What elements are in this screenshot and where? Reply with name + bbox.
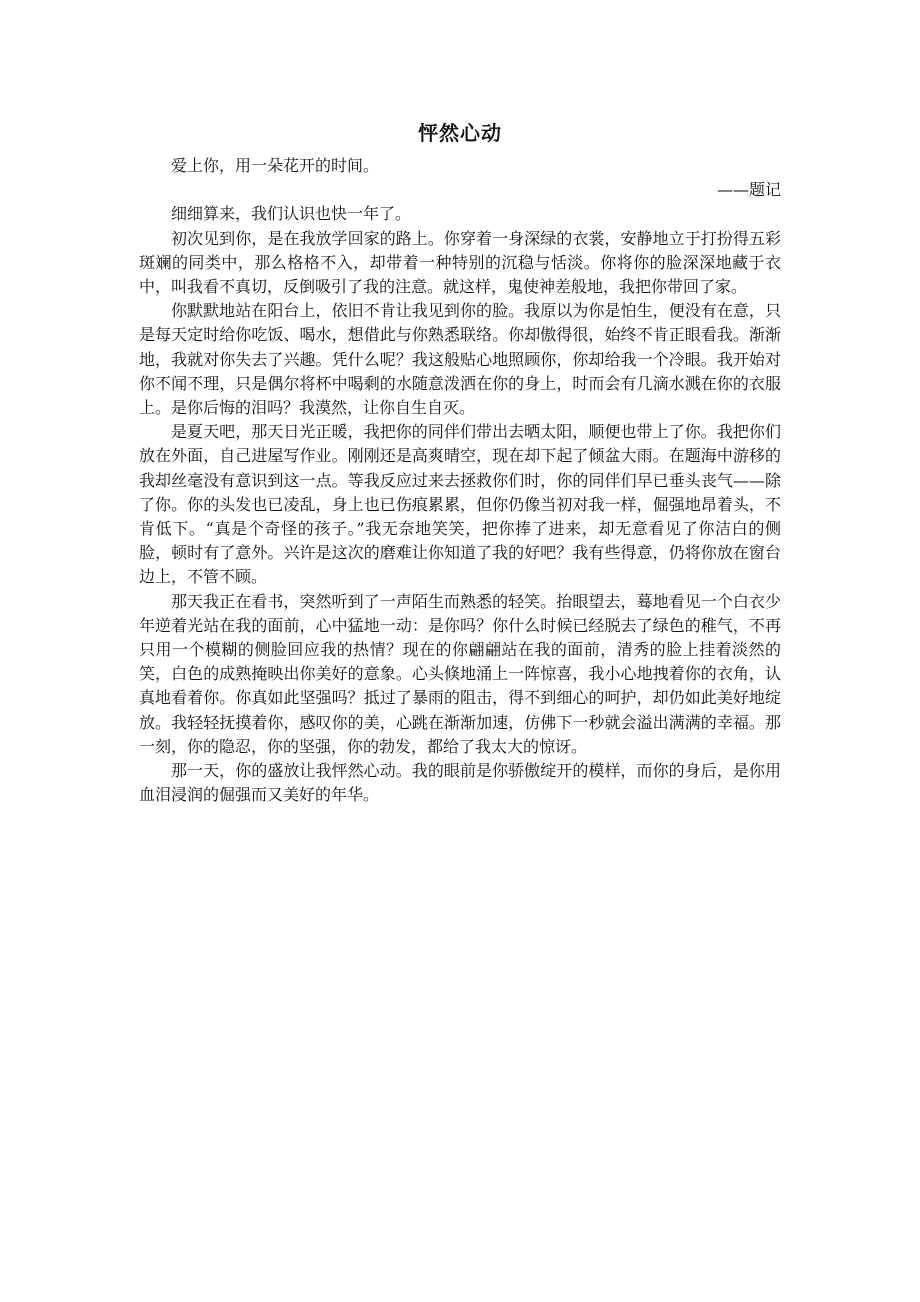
paragraph: 那天我正在看书，突然听到了一声陌生而熟悉的轻笑。抬眼望去，蓦地看见一个白衣少年逆着光站在我的面前，心中猛地一动：是你吗？你什么时候已经脱去了绿色的稚气，不再只用一个模糊的侧脸回应我的热情？现在的你翩翩站在我的面前，清秀的脸上挂着淡然的笑，白色的成熟掩映出你美好的意象。心头倏地涌上一阵惊喜，我小心地拽着你的衣角，认真地看着你。你真如此坚强吗？抵过了暴雨的阻击，得不到细心的呵护，却仍如此美好地绽放。我轻轻抚摸着你，感叹你的美，心跳在渐渐加速，仿佛下一秒就会溢出满满的幸福。那一刻，你的隐忍，你的坚强，你的勃发，都给了我太大的惊讶。	[139, 591, 781, 756]
essay-title: 怦然心动	[418, 121, 502, 145]
paragraph: 细细算来，我们认识也快一年了。	[171, 204, 412, 224]
paragraph: 是夏天吧，那天日光正暖，我把你的同伴们带出去晒太阳，顺便也带上了你。我把你们放在外面，自己进屋写作业。刚刚还是高爽晴空，现在却下起了倾盆大雨。在题海中游移的我却丝毫没有意识到这一点。等我反应过来去拯救你们时，你的同伴们早已垂头丧气——除了你。你的头发也已凌乱，身上也已伤痕累累，但你仍像当初对我一样，倔强地昂着头，不肯低下。“真是个奇怪的孩子。”我无奈地笑笑，把你捧了进来，却无意看见了你洁白的侧脸，顿时有了意外。兴许是这次的磨难让你知道了我的好吧？我有些得意，仍将你放在窗台边上，不管不顾。	[139, 422, 781, 587]
essay-body	[139, 118, 781, 807]
paragraph: 初次见到你，是在我放学回家的路上。你穿着一身深绿的衣裳，安静地立于打扮得五彩斑斓的同类中，那么格格不入，却带着一种特别的沉稳与恬淡。你将你的脸深深地藏于衣中，叫我看不真切，反倒吸引了我的注意。就这样，鬼使神差般地，我把你带回了家。	[139, 228, 781, 297]
epigraph: 爱上你，用一朵花开的时间。	[171, 156, 380, 175]
paragraph: 那一天，你的盛放让我怦然心动。我的眼前是你骄傲绽开的模样，而你的身后，是你用血泪浸润的倔强而又美好的年华。	[139, 761, 781, 805]
paragraph: 你默默地站在阳台上，依旧不肯让我见到你的脸。我原以为你是怕生，便没有在意，只是每天定时给你吃饭、喝水，想借此与你熟悉联络。你却傲得很，始终不肯正眼看我。渐渐地，我就对你失去了兴趣。凭什么呢？我这般贴心地照顾你，你却给我一个冷眼。我开始对你不闻不理，只是偶尔将杯中喝剩的水随意泼洒在你的身上，时而会有几滴水溅在你的衣服上。是你后悔的泪吗？我漠然，让你自生自灭。	[139, 301, 781, 418]
epigraph-signature: ——题记	[716, 180, 781, 200]
